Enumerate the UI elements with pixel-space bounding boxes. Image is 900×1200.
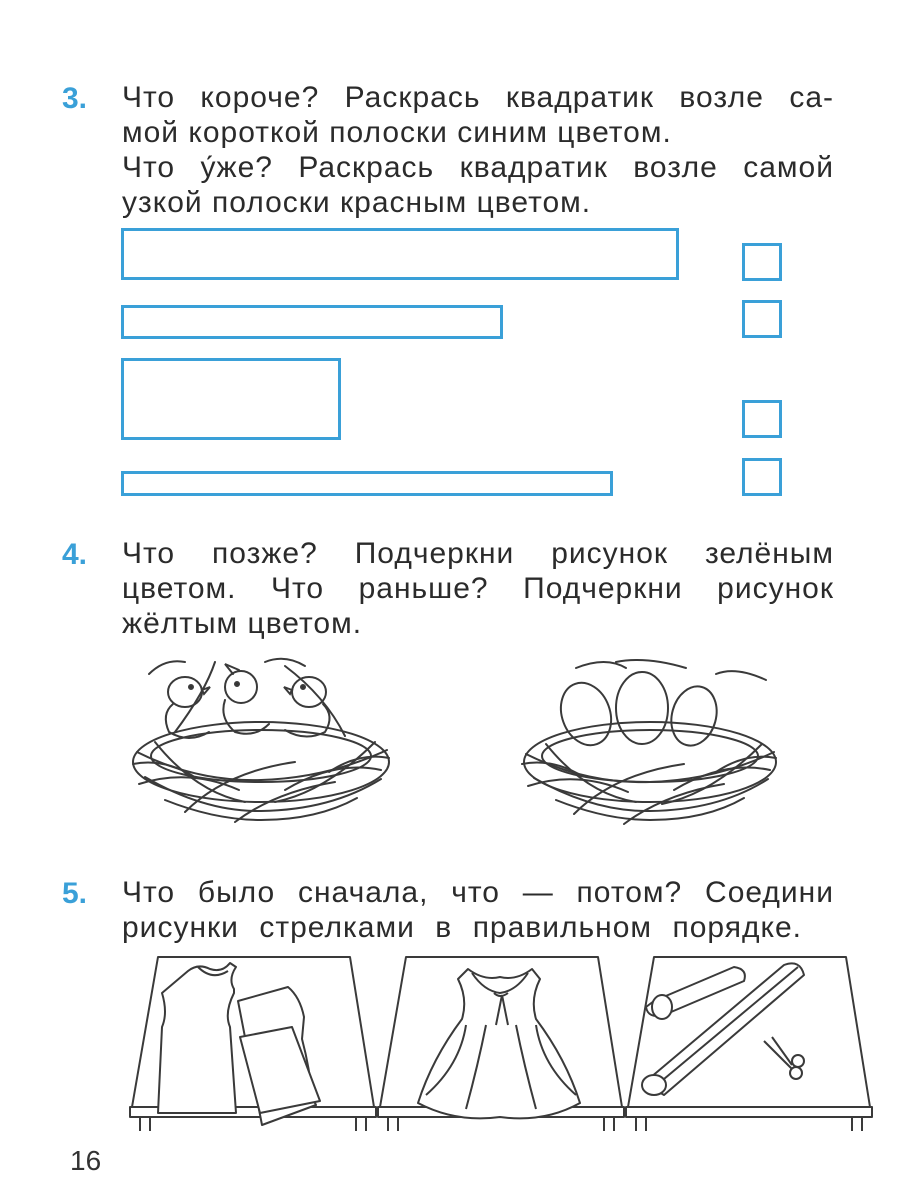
table-pattern-icon[interactable] xyxy=(128,955,378,1131)
color-square-1[interactable] xyxy=(742,243,782,281)
color-square-2[interactable] xyxy=(742,300,782,338)
task-4-line-2: цветом. Что раньше? Подчеркни рисунок xyxy=(122,572,834,605)
strip-medium xyxy=(121,305,503,339)
table-fabric-icon[interactable] xyxy=(624,955,874,1131)
nest-eggs-icon[interactable] xyxy=(516,658,784,832)
task-4-line-3: жёлтым цветом. xyxy=(122,607,363,640)
task-5-line-2: рисунки стрелками в правильном порядке. xyxy=(122,911,802,944)
table-dress-icon[interactable] xyxy=(376,955,626,1131)
task-3-line-3: Что у́же? Раскрась квадратик возле самой xyxy=(122,151,834,184)
strip-long-narrow xyxy=(121,471,613,496)
task-3-line-1: Что короче? Раскрась квадратик возле са- xyxy=(122,81,834,114)
nest-chicks-icon[interactable] xyxy=(125,652,397,832)
task-4-number: 4. xyxy=(62,538,88,571)
task-3-line-2: мой короткой полоски синим цветом. xyxy=(122,116,672,149)
page-number: 16 xyxy=(70,1145,102,1176)
task-3-text xyxy=(122,80,834,220)
task-5-text xyxy=(122,875,834,945)
task-5-line-1: Что было сначала, что — потом? Соедини xyxy=(122,876,834,909)
task-3-line-4: узкой полоски красным цветом. xyxy=(122,186,592,219)
task-4-text xyxy=(122,536,834,641)
strip-short xyxy=(121,358,341,440)
color-square-3[interactable] xyxy=(742,400,782,438)
task-5-number: 5. xyxy=(62,877,88,910)
task-4-line-1: Что позже? Подчеркни рисунок зелёным xyxy=(122,537,834,570)
task-3-number: 3. xyxy=(62,82,88,115)
strip-long-wide xyxy=(121,228,679,280)
color-square-4[interactable] xyxy=(742,458,782,496)
